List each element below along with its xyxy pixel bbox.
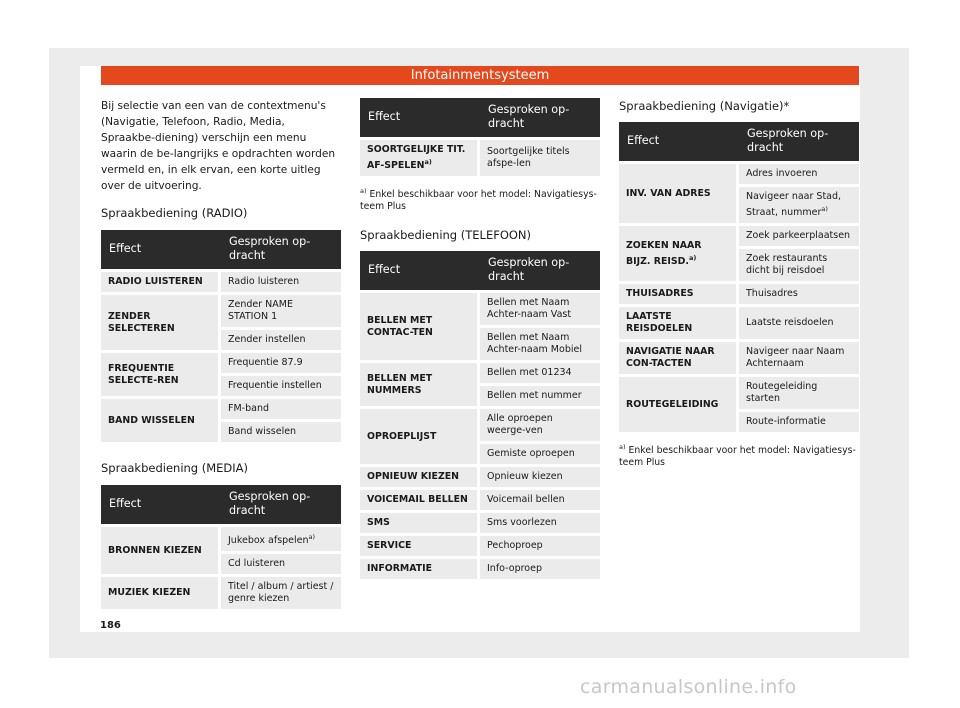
col-header-spoken: Gesproken op-dracht [221, 230, 341, 269]
table-row [101, 527, 341, 551]
effect-cell: THUISADRES [619, 284, 739, 304]
col-header-spoken: Gesproken op-dracht [480, 98, 600, 137]
table-row [619, 307, 859, 339]
table-row [619, 377, 859, 409]
effect-cell: INFORMATIE [360, 559, 480, 579]
command-cell: Route-informatie [739, 412, 859, 432]
col-header-effect: Effect [360, 251, 480, 290]
effect-cell: OPROEPLIJST [360, 409, 480, 464]
command-cell: Alle oproepen weerge-ven [480, 409, 600, 441]
table-row [619, 342, 859, 374]
command-cell: Sms voorlezen [480, 513, 600, 533]
effect-cell: NAVIGATIE NAAR CON-TACTEN [619, 342, 739, 374]
radio-table [101, 227, 341, 445]
effect-cell: OPNIEUW KIEZEN [360, 467, 480, 487]
table-row [360, 490, 600, 510]
table-row [101, 272, 341, 292]
footnote-text: Enkel beschikbaar voor het model: Navigatiesys-teem Plus [619, 445, 856, 469]
col-header-spoken: Gesproken op-dracht [221, 485, 341, 524]
effect-cell: VOICEMAIL BELLEN [360, 490, 480, 510]
table-row [101, 353, 341, 373]
command-cell: Adres invoeren [739, 164, 859, 184]
command-cell: Bellen met Naam Achter-naam Vast [480, 293, 600, 325]
footnote-marker: a) [688, 253, 697, 262]
effect-cell: RADIO LUISTEREN [101, 272, 221, 292]
command-cell: Gemiste oproepen [480, 444, 600, 464]
col-header-effect: Effect [619, 122, 739, 161]
command-cell: Frequentie 87.9 [221, 353, 341, 373]
footnote-text: Enkel beschikbaar voor het model: Navigatiesys-teem Plus [360, 189, 597, 213]
navigatie-table [619, 119, 859, 435]
telefoon-table [360, 248, 600, 582]
footnote-marker: a) [424, 158, 432, 166]
section-header: Infotainmentsysteem [101, 66, 859, 85]
watermark: carmanualsonline.info [580, 676, 797, 698]
command-cell: FM-band [221, 399, 341, 419]
intro-paragraph: Bij selectie van een van de contextmenu's (Navigatie, Telefoon, Radio, Media, Spraakbe-diening) verschijn een menu waarin de be-langrijks e opdrachten worden vermeld en, in elk ervan, een korte uitleg over de uitvoering. [101, 100, 336, 192]
left-column [101, 98, 341, 612]
table-row [360, 409, 600, 441]
table-row [360, 467, 600, 487]
right-column [619, 98, 859, 469]
navigatie-section-title: Spraakbediening (Navigatie)* [619, 99, 790, 113]
effect-cell: LAATSTE REISDOELEN [619, 307, 739, 339]
media-section-title: Spraakbediening (MEDIA) [101, 461, 249, 475]
command-cell: Zoek parkeerplaatsen [739, 226, 859, 246]
table-row [360, 536, 600, 556]
footnote-marker: a) [360, 187, 367, 196]
command-text: Jukebox afspelen [228, 535, 309, 547]
table-row [101, 577, 341, 609]
command-cell: Thuisadres [739, 284, 859, 304]
command-cell: Zender instellen [221, 330, 341, 350]
media-table-continued [360, 95, 600, 179]
footnote [360, 185, 600, 213]
col-header-effect: Effect [101, 230, 221, 269]
command-cell: Laatste reisdoelen [739, 307, 859, 339]
command-cell: Soortgelijke titels afspe-len [480, 140, 600, 176]
command-cell [221, 527, 341, 551]
page-number: 186 [100, 620, 121, 631]
effect-text: ZOEKEN NAAR BIJZ. REISD. [626, 239, 702, 267]
command-cell: Frequentie instellen [221, 376, 341, 396]
command-cell: Bellen met Naam Achter-naam Mobiel [480, 328, 600, 360]
effect-cell: ZENDER SELECTEREN [101, 295, 221, 350]
middle-column [360, 98, 600, 582]
col-header-spoken: Gesproken op-dracht [739, 122, 859, 161]
radio-section-title: Spraakbediening (RADIO) [101, 206, 248, 220]
footnote-marker: a) [619, 443, 626, 452]
effect-cell [619, 226, 739, 281]
command-cell: Bellen met nummer [480, 386, 600, 406]
effect-cell: SMS [360, 513, 480, 533]
command-cell: Band wisselen [221, 422, 341, 442]
command-cell: Navigeer naar Naam Achternaam [739, 342, 859, 374]
effect-cell: FREQUENTIE SELECTE-REN [101, 353, 221, 396]
table-row [360, 363, 600, 383]
table-row [360, 140, 600, 176]
col-header-effect: Effect [101, 485, 221, 524]
table-row [619, 164, 859, 184]
command-cell: Radio luisteren [221, 272, 341, 292]
command-cell: Info-oproep [480, 559, 600, 579]
command-cell: Zender NAME STATION 1 [221, 295, 341, 327]
effect-cell: INV. VAN ADRES [619, 164, 739, 223]
command-cell: Zoek restaurants dicht bij reisdoel [739, 249, 859, 281]
col-header-spoken: Gesproken op-dracht [480, 251, 600, 290]
effect-cell: MUZIEK KIEZEN [101, 577, 221, 609]
command-cell [739, 187, 859, 223]
command-cell: Bellen met 01234 [480, 363, 600, 383]
table-row [101, 399, 341, 419]
effect-cell [360, 140, 480, 176]
footnote-marker: a) [308, 533, 316, 541]
command-cell: Opnieuw kiezen [480, 467, 600, 487]
command-cell: Routegeleiding starten [739, 377, 859, 409]
table-row [360, 559, 600, 579]
table-row [360, 293, 600, 325]
effect-cell: ROUTEGELEIDING [619, 377, 739, 432]
table-row [360, 513, 600, 533]
effect-cell: BAND WISSELEN [101, 399, 221, 442]
effect-cell: SERVICE [360, 536, 480, 556]
col-header-effect: Effect [360, 98, 480, 137]
command-cell: Titel / album / artiest / genre kiezen [221, 577, 341, 609]
table-row [619, 226, 859, 246]
table-row [101, 295, 341, 327]
effect-cell: BELLEN MET CONTAC-TEN [360, 293, 480, 360]
table-row [619, 284, 859, 304]
command-text: Navigeer naar Stad, Straat, nummer [746, 191, 842, 219]
command-cell: Voicemail bellen [480, 490, 600, 510]
footnote-marker: a) [821, 205, 828, 213]
media-table [101, 482, 341, 612]
telefoon-section-title: Spraakbediening (TELEFOON) [360, 228, 532, 243]
footnote [619, 441, 859, 469]
effect-cell: BELLEN MET NUMMERS [360, 363, 480, 406]
command-cell: Pechoproep [480, 536, 600, 556]
command-cell: Cd luisteren [221, 554, 341, 574]
effect-cell: BRONNEN KIEZEN [101, 527, 221, 574]
effect-text: SOORTGELIJKE TIT. AF-SPELEN [367, 144, 466, 172]
